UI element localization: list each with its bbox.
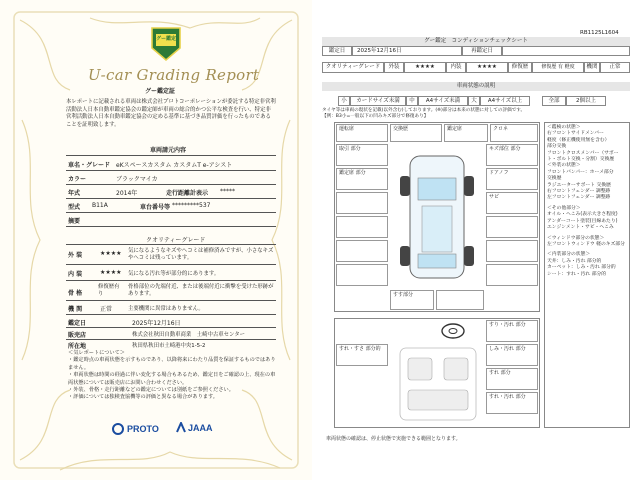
checklist-title: ＜鑑検の状態＞ xyxy=(547,125,581,130)
checklist-item: ＜内装部分の状態＞ xyxy=(547,252,591,258)
car-name-value: eKスペースカスタム カスタムT e-アシスト xyxy=(116,162,233,169)
quality-exterior-desc: 気になるようなキズやへコミは補修済みですが、小さなキズやへコミは残っています。 xyxy=(128,248,274,262)
model-label: 型式 xyxy=(68,204,81,211)
vin-value: *********537 xyxy=(172,202,211,209)
panel-front-right: 鑑定席 xyxy=(444,124,488,142)
size-medium-desc: A4サイズ未満 xyxy=(418,96,468,106)
condition-check-sheet xyxy=(312,0,640,480)
footer-note: 車両状態の確認は、停止状態で実施できる範囲となります。 xyxy=(326,436,461,442)
quality-header: クオリティーグレード xyxy=(146,237,206,244)
size-small-desc: カードサイズ未満 xyxy=(350,96,406,106)
seller-label: 販売店 xyxy=(68,332,87,339)
note-item: ・外装、骨格・走行距離などの鑑定については別紙をご参照ください。 xyxy=(68,387,234,394)
engine-label: 機関 xyxy=(584,62,600,73)
panel-left-1: 取引 部分 xyxy=(336,144,388,166)
quality-engine-label: 機 関 xyxy=(68,306,83,313)
quality-frame-desc: 骨格部位の先端付近、または後端付近に衝撃を受けた形跡があります。 xyxy=(128,284,274,298)
interior-panel-3: しみ・汚れ 部分 xyxy=(486,344,538,366)
legend-example: 【例：B3小=一般以下の凹みキズ部分で修復あり】 xyxy=(322,114,429,119)
checklist-item: ＜ウィンドウ部分の状態＞ xyxy=(547,235,605,241)
panel-right-5 xyxy=(486,240,538,262)
grading-certificate xyxy=(0,0,312,480)
goo-badge-icon xyxy=(150,26,182,62)
checklist-item: オイル・ヘこみ(表示大きさ程度) xyxy=(547,212,618,218)
location-value: 秋田県秋田市土崎港中央1-5-2 xyxy=(132,343,206,349)
vin-label: 車台番号等 xyxy=(140,204,171,211)
notes-title: ＜気レポートについて＞ xyxy=(68,350,125,356)
note-item: ・評価については独検査協機等の評価と異なる場合があります。 xyxy=(68,394,218,401)
checklist-item: 天井：しみ・汚れ 部分的 xyxy=(547,258,602,264)
panel-left-5 xyxy=(336,240,388,262)
frame-label: 修復歴 xyxy=(508,62,532,73)
size-multi-code: 2個以上 xyxy=(566,96,606,106)
size-large-code: 大 xyxy=(468,96,480,106)
steering-wheel-icon xyxy=(440,322,466,340)
size-medium-code: 中 xyxy=(406,96,418,106)
checklist-item: ラジエーターサポート 交換歴 xyxy=(547,182,611,188)
color-value: ブラックマイカ xyxy=(116,176,158,183)
size-large-desc: A4サイズ以上 xyxy=(480,96,530,106)
checklist-item: 右フロントフェンダー 調整跡 xyxy=(547,189,611,195)
quality-interior-label: 内 装 xyxy=(68,271,83,278)
sheet-date-value: 2025年12月16日 xyxy=(352,46,462,56)
color-label: カラー xyxy=(68,176,87,183)
quality-frame-value: 修復歴有り xyxy=(98,284,120,297)
checklist-item: フロントバンパー：ホーメ部分 xyxy=(547,169,614,175)
checklist-item: カーペット：しみ・汚れ 部分的 xyxy=(547,265,616,271)
car-top-view-icon xyxy=(392,150,482,284)
quality-interior-desc: 気になる汚れ等が部分的にあります。 xyxy=(128,271,220,277)
ext-label: 外装 xyxy=(384,62,404,73)
remarks-label: 摘要 xyxy=(68,218,81,225)
panel-right-4 xyxy=(486,216,538,238)
size-small-code: 小 xyxy=(338,96,350,106)
seller-value: 株式会社秋田自動車商業 土崎中古車センター xyxy=(132,332,245,338)
interior-panel-1: すり・汚れ 部分 xyxy=(486,320,538,342)
checklist-item: 左フロントフェンダー 調整跡 xyxy=(547,195,611,201)
interior-panel-5: すれ・汚れ 部分 xyxy=(486,392,538,414)
engine-value: 正常 xyxy=(600,62,630,73)
sheet-reinspect-value xyxy=(502,46,630,56)
grade-label: クオリティーグレード xyxy=(322,62,384,73)
checklist-item: アンダーコート塗装(目線あたり) xyxy=(547,218,618,224)
checklist-item: 交換歴 xyxy=(547,176,562,182)
inspect-date-value: 2025年12月16日 xyxy=(132,320,181,327)
quality-engine-value: 正常 xyxy=(100,306,113,313)
car-interior-seats-icon xyxy=(398,346,478,422)
sheet-ref-id: RB1125L1604 xyxy=(580,30,619,36)
model-value: B11A xyxy=(92,202,108,209)
quality-frame-label: 骨 格 xyxy=(68,290,83,297)
proto-logo: PROTO xyxy=(112,423,159,435)
mileage-label: 走行距離計表示 xyxy=(166,190,209,197)
panel-left-3 xyxy=(336,192,388,214)
quality-interior-stars: ★★★★ xyxy=(100,269,122,276)
vehicle-section-title: 車両請元内容 xyxy=(150,147,187,154)
location-label: 所在地 xyxy=(68,343,87,350)
quality-engine-desc: 主要機関に異常はありません。 xyxy=(128,306,204,312)
int-value: ★★★★ xyxy=(466,62,508,73)
frame-value: 修復歴 有 軽度 xyxy=(532,62,584,73)
quality-exterior-label: 外 装 xyxy=(68,252,83,259)
note-item: ・車両状態は時間の経過に伴い変化する場合もあるため、鑑定日をご確認の上、現在の車両状態については販売店にお問い合わせください。 xyxy=(68,372,276,386)
panel-rear-2 xyxy=(436,290,484,310)
checklist-item: フロントクロスメンバー（サポート・ボルト交換・分割）交換歴 xyxy=(547,150,619,163)
checklist-item: 右フロントサイドメンバー xyxy=(547,131,604,137)
panel-front-far-right: クロネ xyxy=(490,124,538,142)
panel-right-1: キズ部位 部分 xyxy=(486,144,538,166)
checklist-item: エンジンメント・サビ・ヘこみ xyxy=(547,225,614,231)
note-item: ・鑑定時点の車両状態を示すものであり、以降将来にわたり品質を保証するものではありません。 xyxy=(68,357,276,371)
checklist-item: ＜その他部分＞ xyxy=(547,205,581,211)
sheet-header: グー鑑定 コンディションチェックシート xyxy=(322,37,630,46)
panel-right-3: サビ xyxy=(486,192,538,214)
sheet-reinspect-label: 再鑑定日 xyxy=(462,46,502,56)
notes-block xyxy=(68,350,280,402)
interior-panel-4: すれ 部分 xyxy=(486,368,538,390)
mileage-value: ***** xyxy=(220,188,235,195)
car-name-label: 車名・グレード xyxy=(68,162,111,169)
checklist xyxy=(547,125,627,278)
int-label: 内装 xyxy=(446,62,466,73)
interior-panel-2: すれ・すさ 部分的 xyxy=(336,344,388,366)
certificate-intro: 本レポートに記載される車両は株式会社プロトコーポレーションが委託する特定非営利活動法人日本自動車鑑定協会の鑑定師が車両の総合的かつ公平な検査を行い、特定非営利活動法人日本自動車鑑定協会の定める基準に基づき品質評価を行ったものであることを証明致します。 xyxy=(66,99,276,128)
panel-front-center: 交換歴 xyxy=(390,124,442,142)
checklist-item: 軽度（修正機使用無を含む） xyxy=(547,137,610,143)
ext-value: ★★★★ xyxy=(404,62,446,73)
quality-exterior-stars: ★★★★ xyxy=(100,250,122,257)
state-section-title: 車両状態の説明 xyxy=(322,82,630,91)
year-label: 年式 xyxy=(68,190,81,197)
panel-right-6 xyxy=(486,264,538,286)
jaaa-logo-icon xyxy=(176,422,186,434)
jaaa-logo: JAAA xyxy=(176,422,213,434)
checklist-item: 部分交換 xyxy=(547,144,567,150)
certificate-title: U-car Grading Report xyxy=(88,66,260,84)
badge-text: グー鑑定 xyxy=(156,36,177,42)
year-value: 2014年 xyxy=(116,190,138,197)
sheet-date-label: 鑑定日 xyxy=(322,46,352,56)
panel-left-2: 鑑定席 部分 xyxy=(336,168,388,190)
legend-text: タイヤ等は車両の現状を記載(以外含む)しております。(※)部分は本来の状態に対しての評価です。 xyxy=(322,108,526,113)
checklist-item: ＜外装の状態＞ xyxy=(547,163,581,169)
inspect-date-label: 鑑定日 xyxy=(68,320,87,327)
panel-left-6 xyxy=(336,264,388,286)
panel-front-left: 運転席 xyxy=(336,124,388,142)
checklist-item: 左フロントウィンドウ 軽のキズ部分 xyxy=(547,241,625,247)
certificate-subtitle: グー鑑定証 xyxy=(145,88,176,95)
panel-left-4 xyxy=(336,216,388,238)
checklist-item: シート：すれ・汚れ 部分的 xyxy=(547,271,607,277)
panel-rear-1: すす部分 xyxy=(390,290,434,310)
panel-right-2: ドアノフ xyxy=(486,168,538,190)
size-all-code: 全部 xyxy=(542,96,566,106)
proto-logo-icon xyxy=(112,423,124,435)
